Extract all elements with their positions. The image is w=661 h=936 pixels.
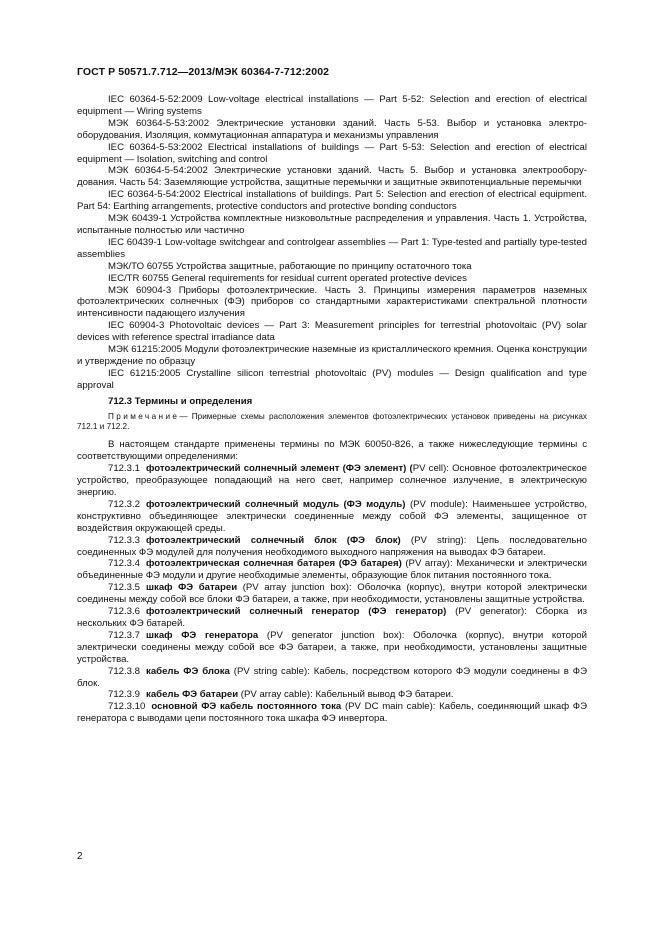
term-number: 712.3.10: [108, 701, 146, 713]
term-name: основной ФЭ кабель постоянного тока: [151, 701, 342, 713]
note: [77, 412, 587, 433]
term-entry: [77, 666, 587, 690]
term-name: фотоэлектрический солнечный блок (ФЭ блок): [146, 534, 401, 546]
term-entry: [77, 535, 587, 559]
term-entry: [77, 499, 587, 535]
reference-entry: МЭК 60364-5-53:2002 Электрические установки зданий. Часть 5-53. Выбор и установка электрооборудования. Изоляция, коммутационная аппаратура и механизмы управления: [77, 117, 587, 141]
page-content: [77, 94, 587, 725]
term-entry: [77, 689, 587, 701]
section-title: 712.3 Термины и определения: [108, 395, 253, 407]
reference-entry: МЭК 61215:2005 Модули фотоэлектрические наземные из кристаллического кремния. Оценка конструкции и утверждение по образцу: [77, 344, 587, 367]
reference-entry: IEC/TR 60755 General requirements for residual current operated protective devices: [108, 272, 467, 284]
term-name: фотоэлектрический солнечный элемент (ФЭ элемент) (: [146, 463, 413, 475]
term-definition: PV cell): Основное фотоэлектрическое устройство, преобразующее попадающий на него свет, например солнечное излучение, в электрическую энергию.: [77, 463, 587, 498]
term-definition: (PV string): Цепь последовательно соединенных ФЭ модулей для получения необходимого выходного напряжения на выводах ФЭ батареи.: [77, 534, 587, 558]
term-entry: [77, 558, 587, 582]
term-entry: [77, 582, 587, 606]
reference-entry: IEC 60904-3 Photovoltaic devices — Part 3: Measurement principles for terrestrial photovoltaic (PV) solar devices with reference spectral irradiance data: [77, 320, 587, 344]
term-name: фотоэлектрическая солнечная батарея (ФЭ батарея): [146, 558, 402, 570]
page-number: 2: [77, 851, 83, 862]
term-number: 712.3.3: [108, 534, 141, 546]
term-number: 712.3.5: [108, 582, 141, 594]
document-header: ГОСТ Р 50571.7.712—2013/МЭК 60364-7-712:2002: [77, 66, 330, 78]
term-name: фотоэлектрический солнечный генератор (ФЭ генератор): [146, 606, 447, 618]
reference-entry: МЭК/ТО 60755 Устройства защитные, работающие по принципу остаточного тока: [108, 260, 472, 272]
term-definition: (PV module): Наименьшее устройство, конструктивно объединяющее электрически соединенные между собой ФЭ элементы, защищенное от воздействия окружающей среды.: [77, 498, 587, 534]
term-name: шкаф ФЭ генератора: [146, 629, 259, 641]
term-name: кабель ФЭ батареи: [146, 689, 239, 701]
term-number: 712.3.8: [108, 665, 141, 677]
term-entry: [77, 606, 587, 630]
reference-entry: МЭК 60439-1 Устройства комплектные низковольтные распределения и управления. Часть 1. Устройства, испытанные полностью или частично: [77, 213, 587, 236]
term-number: 712.3.9: [108, 689, 141, 701]
term-definition: (PV generator junction box): Оболочка (корпус), внутри которой электрически соединены между собой все ФЭ батареи, а также, при необходимости, установлены защитные устройства.: [77, 629, 587, 665]
term-definition: (PV array junction box): Оболочка (корпус), внутри которой электрически соединены между собой все блоки ФЭ батареи, а также, при необходимости, установлены защитные устройства.: [77, 582, 587, 606]
term-number: 712.3.1: [108, 463, 141, 475]
term-number: 712.3.4: [108, 558, 141, 570]
reference-entry: МЭК 60364-5-54:2002 Электрические установки зданий. Часть 5. Выбор и установка электрооборудования. Часть 54: Заземляющие устройства, защитные перемычки и защитные эквипотенциальные перемычки: [77, 165, 587, 189]
term-name: кабель ФЭ блока: [146, 665, 230, 677]
term-number: 712.3.2: [108, 498, 141, 510]
note-text: — Примерные схемы расположения элементов фотоэлектрических установок приведены на рисунках 712.1 и 712.2.: [77, 411, 587, 431]
term-entry: [77, 630, 587, 666]
term-entry: [77, 463, 587, 499]
term-definition: (PV array): Механически и электрически объединенные ФЭ модули и другие необходимые элементы, образующие блок питания постоянного тока.: [77, 558, 587, 582]
term-definition: (PV DC main cable): Кабель, соединяющий шкаф ФЭ генератора с выводами цепи постоянного тока шкафа ФЭ инвертора.: [77, 701, 587, 725]
reference-entry: IEC 60364-5-52:2009 Low-voltage electrical installations — Part 5-52: Selection and erection of electrical equipment — Wiring systems: [77, 94, 587, 117]
note-label: Примечание: [108, 411, 180, 421]
term-number: 712.3.6: [108, 606, 141, 618]
term-name: фотоэлектрический солнечный модуль (ФЭ модуль): [146, 498, 406, 510]
intro-paragraph: В настоящем стандарте применены термины по МЭК 60050-826, а также нижеследующие термины с соответствующими определениями:: [77, 439, 587, 463]
term-definition: (PV generator): Сборка из нескольких ФЭ батарей.: [77, 606, 587, 629]
reference-entry: IEC 60364-5-53:2002 Electrical installations of buildings — Part 5-53: Selection and erection of electrical equipment — Isolation, switching and control: [77, 141, 587, 165]
reference-entry: IEC 60364-5-54:2002 Electrical installations of buildings. Part 5: Selection and erection of electrical equipment. Part 54: Earthing arrangements, protective conductors and protective bonding conductors: [77, 189, 587, 213]
term-name: шкаф ФЭ батареи: [146, 582, 238, 594]
term-definition: (PV string cable): Кабель, посредством которого ФЭ модули соединены в ФЭ блок.: [77, 665, 587, 689]
term-number: 712.3.7: [108, 629, 141, 641]
term-definition: (PV array cable): Кабельный вывод ФЭ батареи.: [238, 689, 454, 701]
reference-entry: МЭК 60904-3 Приборы фотоэлектрические. Часть 3. Принципы измерения параметров наземных фотоэлектрических солнечных (ФЭ) приборов со стандартными характеристиками спектральной плотности интенсивности падающего излучения: [77, 284, 587, 320]
reference-entry: IEC 61215:2005 Crystalline silicon terrestrial photovoltaic (PV) modules — Design qualification and type approval: [77, 367, 587, 391]
reference-entry: IEC 60439-1 Low-voltage switchgear and controlgear assemblies — Part 1: Type-tested and partially type-tested assemblies: [77, 236, 587, 260]
term-entry: [77, 701, 587, 725]
